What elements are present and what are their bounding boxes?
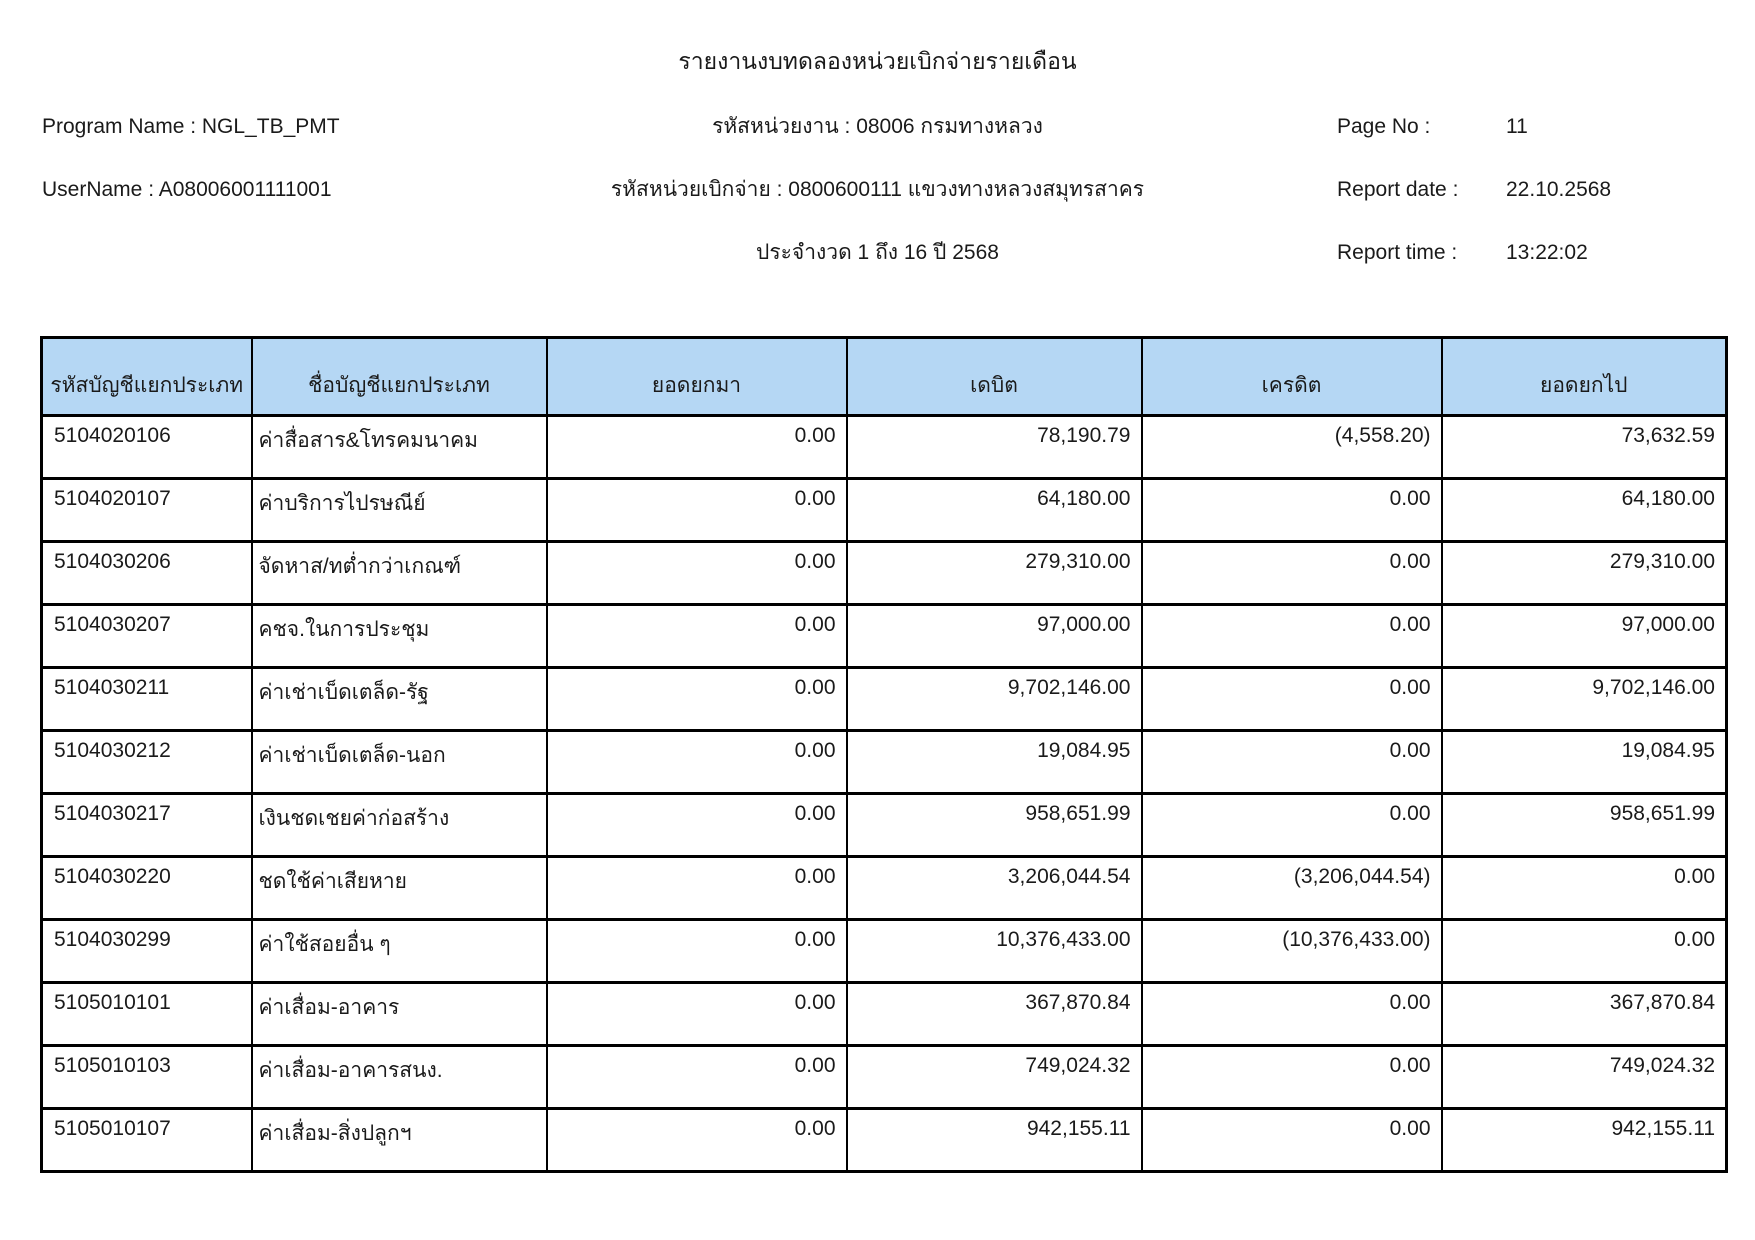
cell-account-name: ค่าบริการไปรษณีย์	[252, 479, 547, 542]
report-period: ประจำงวด 1 ถึง 16 ปี 2568	[756, 241, 999, 264]
cell-account-code: 5104030212	[42, 731, 252, 794]
cell-balance-brought-forward: 0.00	[547, 668, 847, 731]
table-row	[42, 794, 1727, 857]
cell-balance-carried-forward: 749,024.32	[1442, 1046, 1727, 1109]
cell-debit: 97,000.00	[847, 605, 1142, 668]
column-header-credit: เครดิต	[1142, 338, 1442, 416]
table-row	[42, 416, 1727, 479]
cell-balance-carried-forward: 19,084.95	[1442, 731, 1727, 794]
cell-balance-carried-forward: 9,702,146.00	[1442, 668, 1727, 731]
cell-account-name: จัดหาส/ทต่ำกว่าเกณฑ์	[252, 542, 547, 605]
table-row	[42, 479, 1727, 542]
cell-balance-brought-forward: 0.00	[547, 416, 847, 479]
cell-credit: 0.00	[1142, 479, 1442, 542]
user-name: UserName : A08006001111001	[42, 178, 332, 201]
cell-credit: (4,558.20)	[1142, 416, 1442, 479]
cell-account-name: ค่าเช่าเบ็ดเตล็ด-นอก	[252, 731, 547, 794]
cell-balance-carried-forward: 942,155.11	[1442, 1109, 1727, 1172]
cell-account-name: เงินชดเชยค่าก่อสร้าง	[252, 794, 547, 857]
table-row	[42, 542, 1727, 605]
cell-debit: 64,180.00	[847, 479, 1142, 542]
cell-debit: 367,870.84	[847, 983, 1142, 1046]
report-time-label: Report time :	[1337, 241, 1458, 264]
table-row	[42, 1046, 1727, 1109]
cell-credit: 0.00	[1142, 794, 1442, 857]
cell-balance-carried-forward: 73,632.59	[1442, 416, 1727, 479]
cell-credit: 0.00	[1142, 1046, 1442, 1109]
cell-account-name: ค่าเช่าเบ็ดเตล็ด-รัฐ	[252, 668, 547, 731]
cell-balance-brought-forward: 0.00	[547, 1046, 847, 1109]
cell-balance-brought-forward: 0.00	[547, 794, 847, 857]
cell-debit: 279,310.00	[847, 542, 1142, 605]
cell-credit: 0.00	[1142, 983, 1442, 1046]
table-body	[42, 416, 1727, 1172]
cell-balance-carried-forward: 958,651.99	[1442, 794, 1727, 857]
table-header-row	[42, 338, 1727, 416]
cell-debit: 10,376,433.00	[847, 920, 1142, 983]
cell-balance-carried-forward: 64,180.00	[1442, 479, 1727, 542]
cell-account-code: 5104030220	[42, 857, 252, 920]
cell-account-code: 5104020106	[42, 416, 252, 479]
column-header-balance-brought-forward: ยอดยกมา	[547, 338, 847, 416]
agency-code: รหัสหน่วยงาน : 08006 กรมทางหลวง	[712, 115, 1043, 138]
cell-account-code: 5104030217	[42, 794, 252, 857]
cell-debit: 19,084.95	[847, 731, 1142, 794]
cell-debit: 749,024.32	[847, 1046, 1142, 1109]
report-date-value: 22.10.2568	[1506, 178, 1612, 201]
cell-account-code: 5104030211	[42, 668, 252, 731]
cell-credit: (10,376,433.00)	[1142, 920, 1442, 983]
cell-account-name: ค่าเสื่อม-อาคารสนง.	[252, 1046, 547, 1109]
page-no-value: 11	[1506, 115, 1528, 138]
cell-account-name: ค่าใช้สอยอื่น ๆ	[252, 920, 547, 983]
cell-account-name: ค่าสื่อสาร&โทรคมนาคม	[252, 416, 547, 479]
table-header-row	[42, 338, 1727, 416]
table-row	[42, 857, 1727, 920]
table-row	[42, 920, 1727, 983]
table-row	[42, 605, 1727, 668]
cell-credit: 0.00	[1142, 668, 1442, 731]
cell-debit: 958,651.99	[847, 794, 1142, 857]
column-header-balance-carried-forward: ยอดยกไป	[1442, 338, 1727, 416]
cell-account-code: 5104030206	[42, 542, 252, 605]
cell-balance-brought-forward: 0.00	[547, 1109, 847, 1172]
cell-debit: 78,190.79	[847, 416, 1142, 479]
table-row	[42, 983, 1727, 1046]
program-name: Program Name : NGL_TB_PMT	[42, 115, 340, 138]
cell-balance-brought-forward: 0.00	[547, 857, 847, 920]
cell-balance-carried-forward: 0.00	[1442, 857, 1727, 920]
cell-balance-brought-forward: 0.00	[547, 479, 847, 542]
cell-balance-carried-forward: 97,000.00	[1442, 605, 1727, 668]
column-header-account-code: รหัสบัญชีแยกประเภท	[42, 338, 252, 416]
cell-account-name: ค่าเสื่อม-สิ่งปลูกฯ	[252, 1109, 547, 1172]
table-row	[42, 731, 1727, 794]
cell-account-code: 5104020107	[42, 479, 252, 542]
table-row	[42, 668, 1727, 731]
cell-balance-brought-forward: 0.00	[547, 920, 847, 983]
cell-credit: (3,206,044.54)	[1142, 857, 1442, 920]
cell-balance-carried-forward: 279,310.00	[1442, 542, 1727, 605]
cell-account-name: ค่าเสื่อม-อาคาร	[252, 983, 547, 1046]
cell-account-name: คชจ.ในการประชุม	[252, 605, 547, 668]
cell-credit: 0.00	[1142, 731, 1442, 794]
table-row	[42, 1109, 1727, 1172]
disbursement-unit-code: รหัสหน่วยเบิกจ่าย : 0800600111 แขวงทางหลวงสมุทรสาคร	[610, 178, 1145, 201]
cell-credit: 0.00	[1142, 542, 1442, 605]
cell-account-name: ชดใช้ค่าเสียหาย	[252, 857, 547, 920]
report-date-label: Report date :	[1337, 178, 1459, 201]
page-no-label: Page No :	[1337, 115, 1431, 138]
page-title: รายงานงบทดลองหน่วยเบิกจ่ายรายเดือน	[678, 48, 1077, 74]
cell-balance-carried-forward: 367,870.84	[1442, 983, 1727, 1046]
cell-debit: 9,702,146.00	[847, 668, 1142, 731]
cell-account-code: 5104030207	[42, 605, 252, 668]
column-header-debit: เดบิต	[847, 338, 1142, 416]
cell-balance-brought-forward: 0.00	[547, 731, 847, 794]
cell-account-code: 5105010103	[42, 1046, 252, 1109]
cell-balance-brought-forward: 0.00	[547, 983, 847, 1046]
cell-account-code: 5105010107	[42, 1109, 252, 1172]
cell-account-code: 5104030299	[42, 920, 252, 983]
cell-debit: 3,206,044.54	[847, 857, 1142, 920]
cell-account-code: 5105010101	[42, 983, 252, 1046]
cell-balance-carried-forward: 0.00	[1442, 920, 1727, 983]
cell-balance-brought-forward: 0.00	[547, 542, 847, 605]
cell-balance-brought-forward: 0.00	[547, 605, 847, 668]
report-time-value: 13:22:02	[1506, 241, 1588, 264]
column-header-account-name: ชื่อบัญชีแยกประเภท	[252, 338, 547, 416]
cell-credit: 0.00	[1142, 1109, 1442, 1172]
trial-balance-table	[40, 336, 1728, 1173]
cell-debit: 942,155.11	[847, 1109, 1142, 1172]
cell-credit: 0.00	[1142, 605, 1442, 668]
